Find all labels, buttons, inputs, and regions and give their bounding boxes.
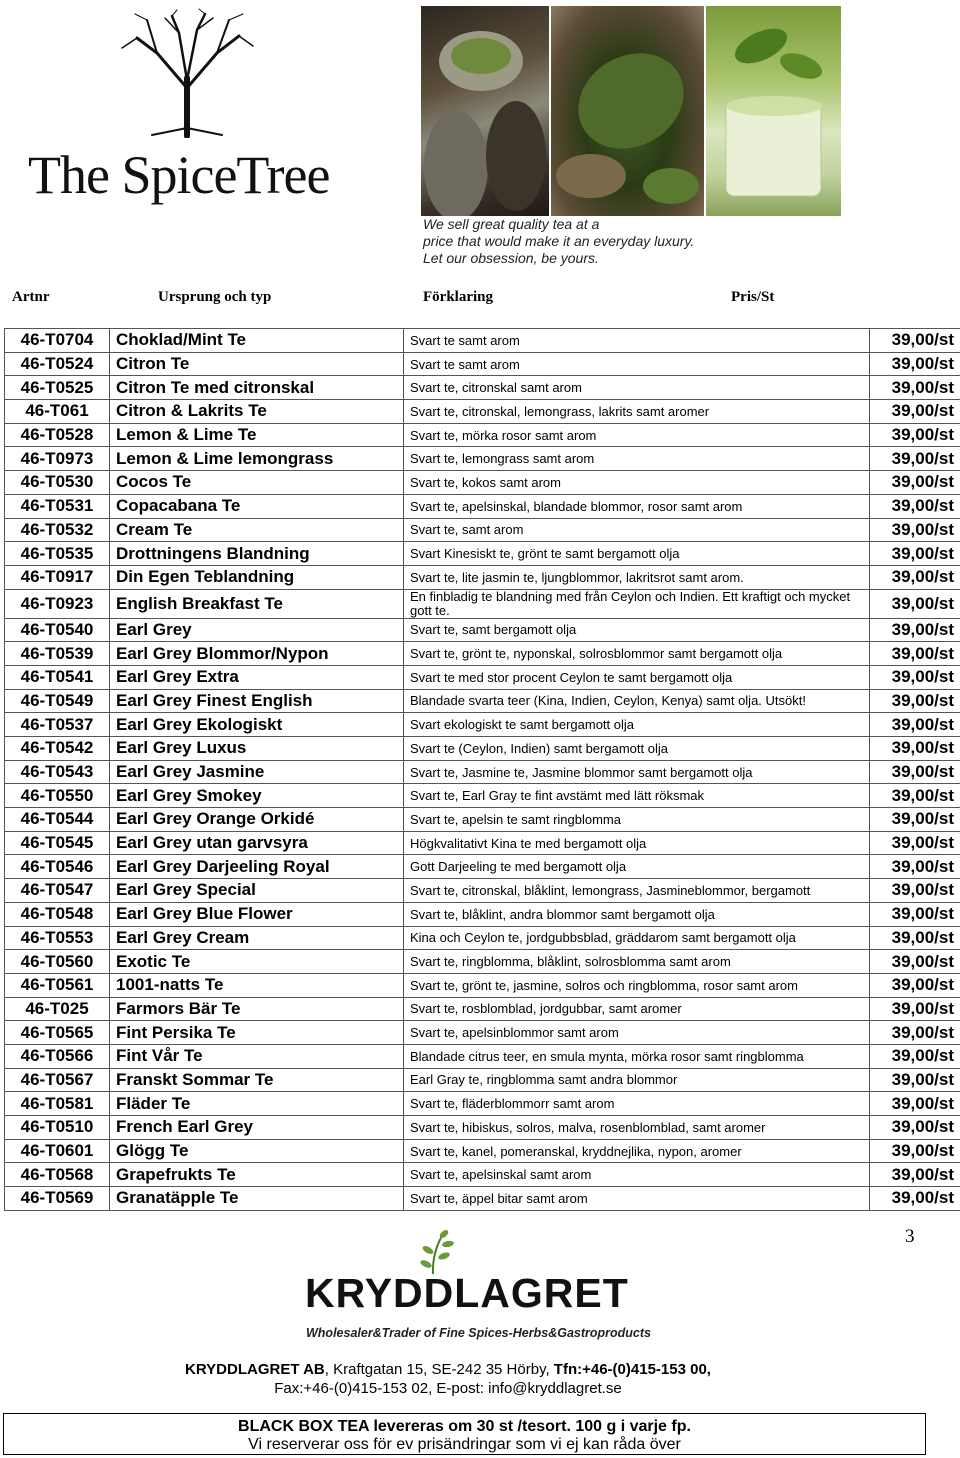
table-row [5,447,960,471]
cell-artnr: 46-T0546 [5,855,110,879]
cell-description: Svart te, apelsinskal, blandade blommor, rosor samt arom [404,494,870,518]
table-row [5,1116,960,1140]
cell-price: 39,00/st [870,618,960,642]
cell-price: 39,00/st [870,1044,960,1068]
cell-artnr: 46-T0544 [5,808,110,832]
cell-description: Svart te, lemongrass samt arom [404,447,870,471]
cell-description: Svart te, samt bergamott olja [404,618,870,642]
cell-artnr: 46-T025 [5,997,110,1021]
cell-description: Svart te, blåklint, andra blommor samt bergamott olja [404,902,870,926]
cell-description: Svart te, rosblomblad, jordgubbar, samt aromer [404,997,870,1021]
cell-name: Citron Te med citronskal [110,376,404,400]
cell-artnr: 46-T0545 [5,831,110,855]
tree-icon [117,8,257,138]
cell-artnr: 46-T061 [5,400,110,424]
table-row [5,471,960,495]
product-table [4,328,960,1211]
cell-artnr: 46-T0531 [5,494,110,518]
cell-description: Svart te med stor procent Ceylon te samt bergamott olja [404,665,870,689]
cell-artnr: 46-T0601 [5,1139,110,1163]
cell-description: Svart Kinesiskt te, grönt te samt bergamott olja [404,542,870,566]
cell-artnr: 46-T0549 [5,689,110,713]
table-row [5,902,960,926]
cell-artnr: 46-T0560 [5,950,110,974]
cell-description: Svart te, apelsinskal samt arom [404,1163,870,1187]
cell-artnr: 46-T0566 [5,1044,110,1068]
cell-price: 39,00/st [870,879,960,903]
cell-description: Svart te, fläderblommorr samt arom [404,1092,870,1116]
cell-name: Choklad/Mint Te [110,329,404,353]
cell-description: Svart te, grönt te, nyponskal, solrosblommor samt bergamott olja [404,642,870,666]
tagline-line: We sell great quality tea at a [423,216,600,232]
col-header-price: Pris/St [731,289,775,305]
table-row [5,565,960,589]
table-row [5,1092,960,1116]
cell-name: Exotic Te [110,950,404,974]
table-row [5,494,960,518]
cell-price: 39,00/st [870,471,960,495]
company-name: KRYDDLAGRET AB [185,1361,325,1378]
cell-name: Earl Grey Blommor/Nypon [110,642,404,666]
cell-artnr: 46-T0547 [5,879,110,903]
table-row [5,400,960,424]
cell-price: 39,00/st [870,542,960,566]
cell-artnr: 46-T0973 [5,447,110,471]
table-row [5,831,960,855]
cell-description: Kina och Ceylon te, jordgubbsblad, gräddarom samt bergamott olja [404,926,870,950]
cell-price: 39,00/st [870,713,960,737]
table-row [5,665,960,689]
cell-name: Glögg Te [110,1139,404,1163]
notice-box [3,1413,926,1455]
cell-price: 39,00/st [870,352,960,376]
cell-artnr: 46-T0923 [5,589,110,618]
kryddlagret-logo-text: KRYDDLAGRET [305,1270,629,1316]
col-header-explanation: Förklaring [423,289,493,305]
table-row [5,376,960,400]
cell-price: 39,00/st [870,831,960,855]
cell-price: 39,00/st [870,400,960,424]
cell-price: 39,00/st [870,997,960,1021]
company-phone: Tfn:+46-(0)415-153 00, [553,1361,711,1378]
cell-name: Earl Grey Orange Orkidé [110,808,404,832]
cell-name: Lemon & Lime lemongrass [110,447,404,471]
table-row [5,784,960,808]
cell-name: 1001-natts Te [110,973,404,997]
cell-artnr: 46-T0535 [5,542,110,566]
cell-name: Lemon & Lime Te [110,423,404,447]
tea-leaves-spoon-photo [551,6,704,216]
cell-price: 39,00/st [870,589,960,618]
spicetree-logo [22,8,352,213]
cell-description: Svart te, ringblomma, blåklint, solrosblomma samt arom [404,950,870,974]
cell-description: Svart ekologiskt te samt bergamott olja [404,713,870,737]
cell-price: 39,00/st [870,784,960,808]
cell-description: Svart te, kanel, pomeranskal, kryddnejlika, nypon, aromer [404,1139,870,1163]
cell-price: 39,00/st [870,1092,960,1116]
table-row [5,760,960,784]
table-row [5,589,960,618]
table-row [5,997,960,1021]
cell-artnr: 46-T0917 [5,565,110,589]
cell-description: Svart te, äppel bitar samt arom [404,1187,870,1211]
cell-artnr: 46-T0550 [5,784,110,808]
cell-name: Earl Grey Darjeeling Royal [110,855,404,879]
table-row [5,518,960,542]
cell-name: Drottningens Blandning [110,542,404,566]
kryddlagret-subtitle: Wholesaler&Trader of Fine Spices-Herbs&Gastroproducts [306,1326,651,1340]
table-row [5,855,960,879]
cell-price: 39,00/st [870,494,960,518]
cell-artnr: 46-T0532 [5,518,110,542]
cell-price: 39,00/st [870,1163,960,1187]
cell-artnr: 46-T0704 [5,329,110,353]
cell-price: 39,00/st [870,665,960,689]
cell-name: Citron Te [110,352,404,376]
table-row [5,1187,960,1211]
cell-artnr: 46-T0542 [5,737,110,761]
cell-name: Earl Grey Blue Flower [110,902,404,926]
cell-name: Fint Persika Te [110,1021,404,1045]
col-header-origin: Ursprung och typ [158,289,272,305]
cell-description: Svart te, apelsin te samt ringblomma [404,808,870,832]
cell-price: 39,00/st [870,760,960,784]
cell-artnr: 46-T0581 [5,1092,110,1116]
cell-name: Cream Te [110,518,404,542]
cell-name: French Earl Grey [110,1116,404,1140]
cell-name: Earl Grey Luxus [110,737,404,761]
cell-price: 39,00/st [870,1139,960,1163]
cell-name: Earl Grey Jasmine [110,760,404,784]
cell-artnr: 46-T0537 [5,713,110,737]
cell-artnr: 46-T0539 [5,642,110,666]
cell-price: 39,00/st [870,1021,960,1045]
table-row [5,973,960,997]
cell-artnr: 46-T0565 [5,1021,110,1045]
cell-description: Svart te, samt arom [404,518,870,542]
table-row [5,737,960,761]
cell-price: 39,00/st [870,855,960,879]
cell-name: Farmors Bär Te [110,997,404,1021]
cell-price: 39,00/st [870,376,960,400]
table-row [5,689,960,713]
cell-description: Svart te, citronskal, blåklint, lemongrass, Jasmineblommor, bergamott [404,879,870,903]
company-contact: Fax:+46-(0)415-153 02, E-post: info@kryddlagret.se [274,1380,622,1397]
cell-description: Svart te, hibiskus, solros, malva, rosenblomblad, samt aromer [404,1116,870,1140]
table-row [5,642,960,666]
cell-artnr: 46-T0541 [5,665,110,689]
cell-artnr: 46-T0540 [5,618,110,642]
cell-name: Din Egen Teblandning [110,565,404,589]
cell-artnr: 46-T0524 [5,352,110,376]
cell-name: Earl Grey [110,618,404,642]
cell-name: Earl Grey Cream [110,926,404,950]
cell-description: Svart te, lite jasmin te, ljungblommor, lakritsrot samt arom. [404,565,870,589]
cell-description: Earl Gray te, ringblomma samt andra blommor [404,1068,870,1092]
cell-artnr: 46-T0530 [5,471,110,495]
cell-price: 39,00/st [870,1187,960,1211]
cell-artnr: 46-T0553 [5,926,110,950]
cell-name: Copacabana Te [110,494,404,518]
table-row [5,329,960,353]
cell-description: Svart te, Earl Gray te fint avstämt med lätt röksmak [404,784,870,808]
cell-price: 39,00/st [870,950,960,974]
page-number: 3 [905,1226,915,1247]
col-header-artnr: Artnr [12,289,50,305]
cell-artnr: 46-T0510 [5,1116,110,1140]
table-row [5,808,960,832]
cell-description: Blandade svarta teer (Kina, Indien, Ceylon, Kenya) samt olja. Utsökt! [404,689,870,713]
cell-description: Svart te samt arom [404,352,870,376]
table-row [5,618,960,642]
cell-artnr: 46-T0528 [5,423,110,447]
table-row [5,1139,960,1163]
cell-name: Earl Grey Special [110,879,404,903]
notice-delivery: BLACK BOX TEA levereras om 30 st /tesort. 100 g i varje fp. [238,1418,691,1435]
cell-price: 39,00/st [870,973,960,997]
table-row [5,1068,960,1092]
cell-price: 39,00/st [870,737,960,761]
cell-description: Blandade citrus teer, en smula mynta, mörka rosor samt ringblomma [404,1044,870,1068]
cell-name: English Breakfast Te [110,589,404,618]
table-row [5,950,960,974]
table-row [5,713,960,737]
cell-name: Earl Grey Ekologiskt [110,713,404,737]
tagline-line: price that would make it an everyday luxury. [423,233,695,249]
cell-name: Earl Grey Smokey [110,784,404,808]
cell-price: 39,00/st [870,902,960,926]
cell-name: Granatäpple Te [110,1187,404,1211]
table-row [5,1163,960,1187]
table-row [5,1044,960,1068]
cell-name: Cocos Te [110,471,404,495]
cell-price: 39,00/st [870,642,960,666]
cell-price: 39,00/st [870,447,960,471]
green-tea-cup-photo [706,6,841,216]
cell-artnr: 46-T0543 [5,760,110,784]
cell-price: 39,00/st [870,329,960,353]
cell-description: Svart te, apelsinblommor samt arom [404,1021,870,1045]
cell-price: 39,00/st [870,565,960,589]
cell-description: Svart te, Jasmine te, Jasmine blommor samt bergamott olja [404,760,870,784]
cell-artnr: 46-T0525 [5,376,110,400]
table-row [5,423,960,447]
cell-price: 39,00/st [870,808,960,832]
cell-price: 39,00/st [870,423,960,447]
cell-description: Svart te, kokos samt arom [404,471,870,495]
cell-price: 39,00/st [870,926,960,950]
table-row [5,926,960,950]
table-row [5,1021,960,1045]
cell-description: En finbladig te blandning med från Ceylon och Indien. Ett kraftigt och mycket gott te. [404,589,870,618]
cell-description: Svart te, citronskal, lemongrass, lakrits samt aromer [404,400,870,424]
logo-text: The SpiceTree [28,145,330,205]
cell-name: Earl Grey Finest English [110,689,404,713]
cell-name: Fint Vår Te [110,1044,404,1068]
cell-description: Svart te, citronskal samt arom [404,376,870,400]
cell-artnr: 46-T0569 [5,1187,110,1211]
company-address [0,1361,896,1378]
tagline [423,216,694,267]
tagline-line: Let our obsession, be yours. [423,250,599,266]
herb-sprig-icon [388,1228,478,1276]
cell-artnr: 46-T0568 [5,1163,110,1187]
cell-description: Svart te, grönt te, jasmine, solros och ringblomma, rosor samt arom [404,973,870,997]
cell-price: 39,00/st [870,1116,960,1140]
cell-name: Fläder Te [110,1092,404,1116]
cell-name: Earl Grey utan garvsyra [110,831,404,855]
table-row [5,879,960,903]
notice-price-change: Vi reserverar oss för ev prisändringar som vi ej kan råda över [248,1436,681,1453]
cell-artnr: 46-T0548 [5,902,110,926]
cell-price: 39,00/st [870,1068,960,1092]
table-row [5,542,960,566]
cell-price: 39,00/st [870,689,960,713]
company-street: , Kraftgatan 15, SE-242 35 Hörby, [324,1361,554,1378]
cell-name: Franskt Sommar Te [110,1068,404,1092]
cell-artnr: 46-T0561 [5,973,110,997]
cell-description: Svart te (Ceylon, Indien) samt bergamott olja [404,737,870,761]
cell-description: Svart te samt arom [404,329,870,353]
cell-name: Grapefrukts Te [110,1163,404,1187]
cell-price: 39,00/st [870,518,960,542]
cell-name: Earl Grey Extra [110,665,404,689]
cell-description: Högkvalitativt Kina te med bergamott olja [404,831,870,855]
cell-artnr: 46-T0567 [5,1068,110,1092]
cell-description: Gott Darjeeling te med bergamott olja [404,855,870,879]
cell-description: Svart te, mörka rosor samt arom [404,423,870,447]
table-row [5,352,960,376]
cell-name: Citron & Lakrits Te [110,400,404,424]
tea-tins-photo [421,6,549,216]
